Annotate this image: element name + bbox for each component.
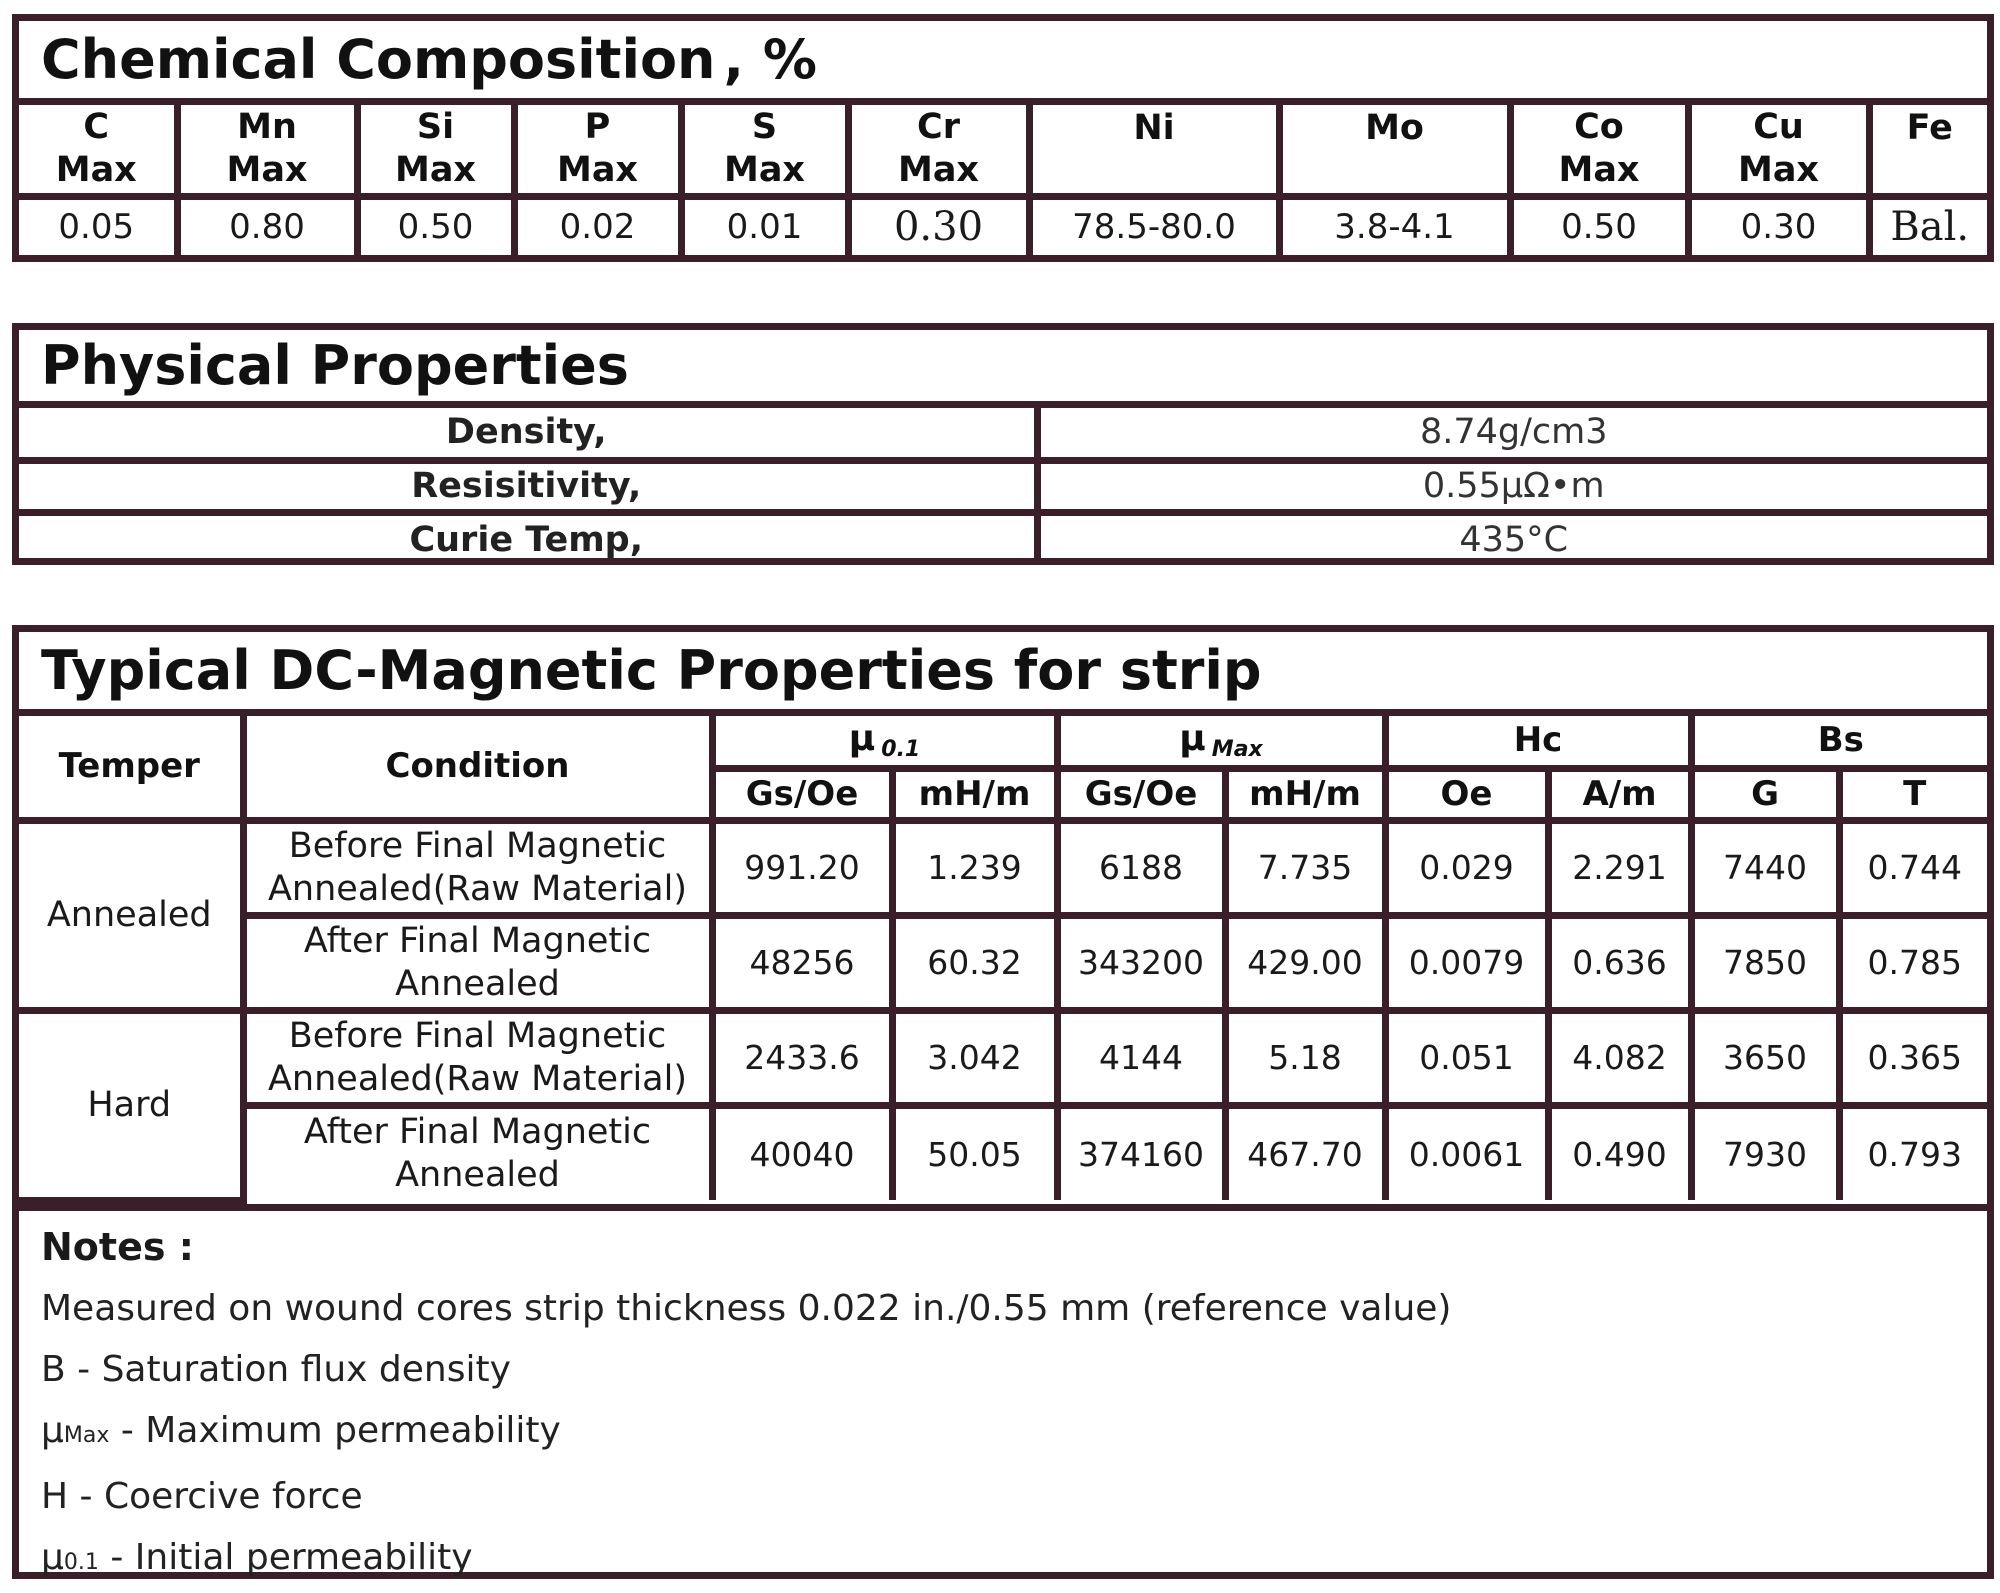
- chem-col-cu: Cu Max: [1688, 105, 1869, 196]
- chem-value-c: 0.05: [19, 196, 177, 255]
- mag-cell: 0.0079: [1385, 915, 1548, 1010]
- table-row: [19, 1010, 1987, 1105]
- notes-line-max-permeability: μMax - Maximum permeability: [41, 1409, 561, 1451]
- mag-condition: Before Final Magnetic Annealed(Raw Material): [243, 820, 712, 915]
- table-row: [19, 820, 1987, 915]
- magnetic-properties-panel: [12, 625, 1994, 1579]
- mag-cell: 429.00: [1225, 915, 1385, 1010]
- mag-head-mu-max: μ Max: [1057, 716, 1385, 768]
- chem-col-fe: Fe: [1869, 105, 1987, 196]
- chem-value-ni: 78.5-80.0: [1029, 196, 1279, 255]
- physical-properties-table: [19, 408, 1987, 564]
- phys-row: [19, 512, 1987, 564]
- phys-value-density: 8.74g/cm3: [1037, 408, 1987, 460]
- mag-temper-hard: Hard: [19, 1010, 243, 1200]
- mag-cell: 0.744: [1839, 820, 1987, 915]
- chem-header-row: [19, 105, 1987, 196]
- chem-col-co: Co Max: [1510, 105, 1688, 196]
- phys-row: [19, 460, 1987, 512]
- notes-line-measurement: Measured on wound cores strip thickness 0.022 in./0.55 mm (reference value): [41, 1287, 1452, 1329]
- table-row: [19, 915, 1987, 1010]
- mag-cell: 0.365: [1839, 1010, 1987, 1105]
- chem-col-si: Si Max: [357, 105, 514, 196]
- mag-cell: 991.20: [712, 820, 892, 915]
- chem-value-cu: 0.30: [1688, 196, 1869, 255]
- notes-line-coercive: H - Coercive force: [41, 1475, 363, 1517]
- mag-cell: 7.735: [1225, 820, 1385, 915]
- mag-cell: 60.32: [892, 915, 1057, 1010]
- mag-cell: 0.0061: [1385, 1105, 1548, 1200]
- mag-cell: 50.05: [892, 1105, 1057, 1200]
- notes-line-saturation: B - Saturation flux density: [41, 1348, 511, 1390]
- mag-condition: Before Final Magnetic Annealed(Raw Material): [243, 1010, 712, 1105]
- mag-group-header-row: [19, 716, 1987, 768]
- mag-cell: 0.636: [1548, 915, 1691, 1010]
- mag-unit: Gs/Oe: [1057, 768, 1225, 820]
- phys-label-curie-temp: Curie Temp,: [19, 512, 1037, 564]
- mag-cell: 0.785: [1839, 915, 1987, 1010]
- chem-value-co: 0.50: [1510, 196, 1688, 255]
- chem-col-cr: Cr Max: [848, 105, 1029, 196]
- mag-unit: mH/m: [1225, 768, 1385, 820]
- mag-cell: 0.051: [1385, 1010, 1548, 1105]
- phys-label-resistivity: Resisitivity,: [19, 460, 1037, 512]
- notes-line-initial-permeability: μ0.1 - Initial permeability: [41, 1536, 473, 1578]
- chemical-composition-table: [19, 105, 1987, 255]
- mag-unit: G: [1691, 768, 1839, 820]
- mag-cell: 0.029: [1385, 820, 1548, 915]
- chem-col-c: C Max: [19, 105, 177, 196]
- chem-col-mn: Mn Max: [177, 105, 357, 196]
- chem-value-mn: 0.80: [177, 196, 357, 255]
- notes-title: Notes :: [41, 1224, 194, 1269]
- mag-head-temper: Temper: [19, 716, 243, 820]
- chemical-composition-panel: [12, 14, 1994, 262]
- chem-col-mo: Mo: [1279, 105, 1510, 196]
- phys-value-curie-temp: 435°C: [1037, 512, 1987, 564]
- mag-temper-annealed: Annealed: [19, 820, 243, 1010]
- mag-cell: 4144: [1057, 1010, 1225, 1105]
- phys-row: [19, 408, 1987, 460]
- mag-cell: 1.239: [892, 820, 1057, 915]
- mag-condition: After Final Magnetic Annealed: [243, 1105, 712, 1200]
- mag-unit: T: [1839, 768, 1987, 820]
- mag-cell: 4.082: [1548, 1010, 1691, 1105]
- mag-cell: 3.042: [892, 1010, 1057, 1105]
- chem-value-fe: Bal.: [1869, 196, 1987, 255]
- mag-cell: 3650: [1691, 1010, 1839, 1105]
- chem-value-si: 0.50: [357, 196, 514, 255]
- mag-cell: 467.70: [1225, 1105, 1385, 1200]
- phys-label-density: Density,: [19, 408, 1037, 460]
- mag-cell: 48256: [712, 915, 892, 1010]
- mag-head-bs: Bs: [1691, 716, 1987, 768]
- mag-cell: 343200: [1057, 915, 1225, 1010]
- chemical-composition-title-unit: , %: [723, 27, 817, 91]
- mag-unit: Oe: [1385, 768, 1548, 820]
- chemical-composition-title: [19, 21, 1987, 105]
- mag-condition: After Final Magnetic Annealed: [243, 915, 712, 1010]
- table-row: [19, 1105, 1987, 1200]
- mag-cell: 2.291: [1548, 820, 1691, 915]
- mag-cell: 374160: [1057, 1105, 1225, 1200]
- chem-value-s: 0.01: [681, 196, 848, 255]
- magnetic-properties-table: [19, 716, 1987, 1204]
- chem-value-cr: 0.30: [848, 196, 1029, 255]
- phys-value-resistivity: 0.55μΩ•m: [1037, 460, 1987, 512]
- mag-unit: Gs/Oe: [712, 768, 892, 820]
- notes-section: [19, 1204, 1987, 1583]
- chem-col-ni: Ni: [1029, 105, 1279, 196]
- chem-value-mo: 3.8-4.1: [1279, 196, 1510, 255]
- mag-unit: mH/m: [892, 768, 1057, 820]
- mag-head-mu-initial: μ 0.1: [712, 716, 1057, 768]
- chem-value-row: [19, 196, 1987, 255]
- chem-col-p: P Max: [514, 105, 681, 196]
- magnetic-properties-title: Typical DC-Magnetic Properties for strip: [19, 632, 1987, 716]
- mag-cell: 0.793: [1839, 1105, 1987, 1200]
- physical-properties-panel: [12, 323, 1994, 565]
- physical-properties-title: Physical Properties: [19, 330, 1987, 408]
- chemical-composition-title-text: Chemical Composition: [41, 27, 716, 91]
- mag-cell: 0.490: [1548, 1105, 1691, 1200]
- mag-cell: 7850: [1691, 915, 1839, 1010]
- chem-col-s: S Max: [681, 105, 848, 196]
- mag-cell: 40040: [712, 1105, 892, 1200]
- mag-cell: 5.18: [1225, 1010, 1385, 1105]
- mag-head-condition: Condition: [243, 716, 712, 820]
- mag-unit: A/m: [1548, 768, 1691, 820]
- mag-cell: 7930: [1691, 1105, 1839, 1200]
- mag-cell: 6188: [1057, 820, 1225, 915]
- mag-cell: 2433.6: [712, 1010, 892, 1105]
- mag-head-hc: Hc: [1385, 716, 1691, 768]
- mag-cell: 7440: [1691, 820, 1839, 915]
- chem-value-p: 0.02: [514, 196, 681, 255]
